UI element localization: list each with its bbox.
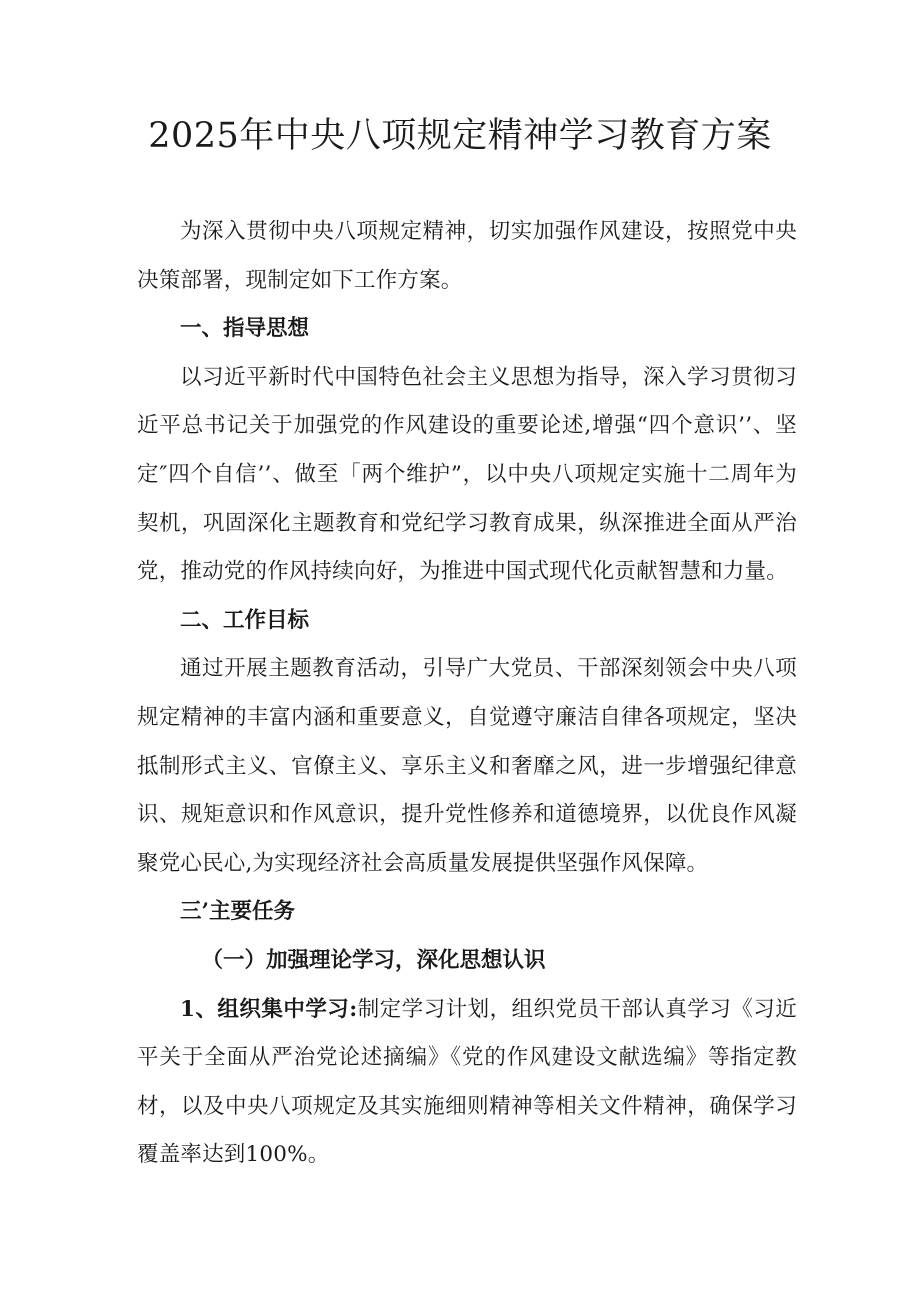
section-heading-main-tasks: 三’主要任务 (180, 899, 295, 925)
task-item-text: 制定学习计划，组织党员干部认真学习《习近平关于全面从严治党论述摘编》《党的作风建设文献选编》等指定教材，以及中央八项规定及其实施细则精神等相关文件精神，确保学习覆盖率达到100%。 (137, 996, 797, 1168)
section-heading-work-goals: 二、工作目标 (180, 607, 310, 633)
section-heading-guiding-ideology: 一、指导思想 (180, 316, 310, 342)
task-item-lead: 1、组织集中学习: (180, 996, 358, 1022)
task-item-paragraph (137, 986, 797, 1180)
section-paragraph-work-goals: 通过开展主题教育活动，引导广大党员、干部深刻领会中央八项规定精神的丰富内涵和重要意义，自觉遵守廉洁自律各项规定，坚决抵制形式主义、官僚主义、享乐主义和奢靡之风，进一步增强纪律意识、规矩意识和作风意识，提升党性修养和道德境界，以优良作风凝聚党心民心,为实现经济社会高质量发展提供坚强作风保障。 (137, 656, 797, 876)
intro-paragraph: 为深入贯彻中央八项规定精神，切实加强作风建设，按照党中央决策部署，现制定如下工作方案。 (137, 219, 797, 293)
subsection-heading-theory-study: （一）加强理论学习，深化思想认识 (201, 947, 546, 973)
section-paragraph-guiding-ideology: 以习近平新时代中国特色社会主义思想为指导，深入学习贯彻习近平总书记关于加强党的作风建设的重要论述,增强“四个意识’’、坚定″四个自信’’、做至「两个维护”，以中央八项规定实施十二周年为契机，巩固深化主题教育和党纪学习教育成果，纵深推进全面从严治党，推动党的作风持续向好，为推进中国式现代化贡献智慧和力量。 (137, 364, 797, 585)
document-title: 2025年中央八项规定精神学习教育方案 (148, 116, 772, 156)
document-body (137, 208, 797, 1180)
